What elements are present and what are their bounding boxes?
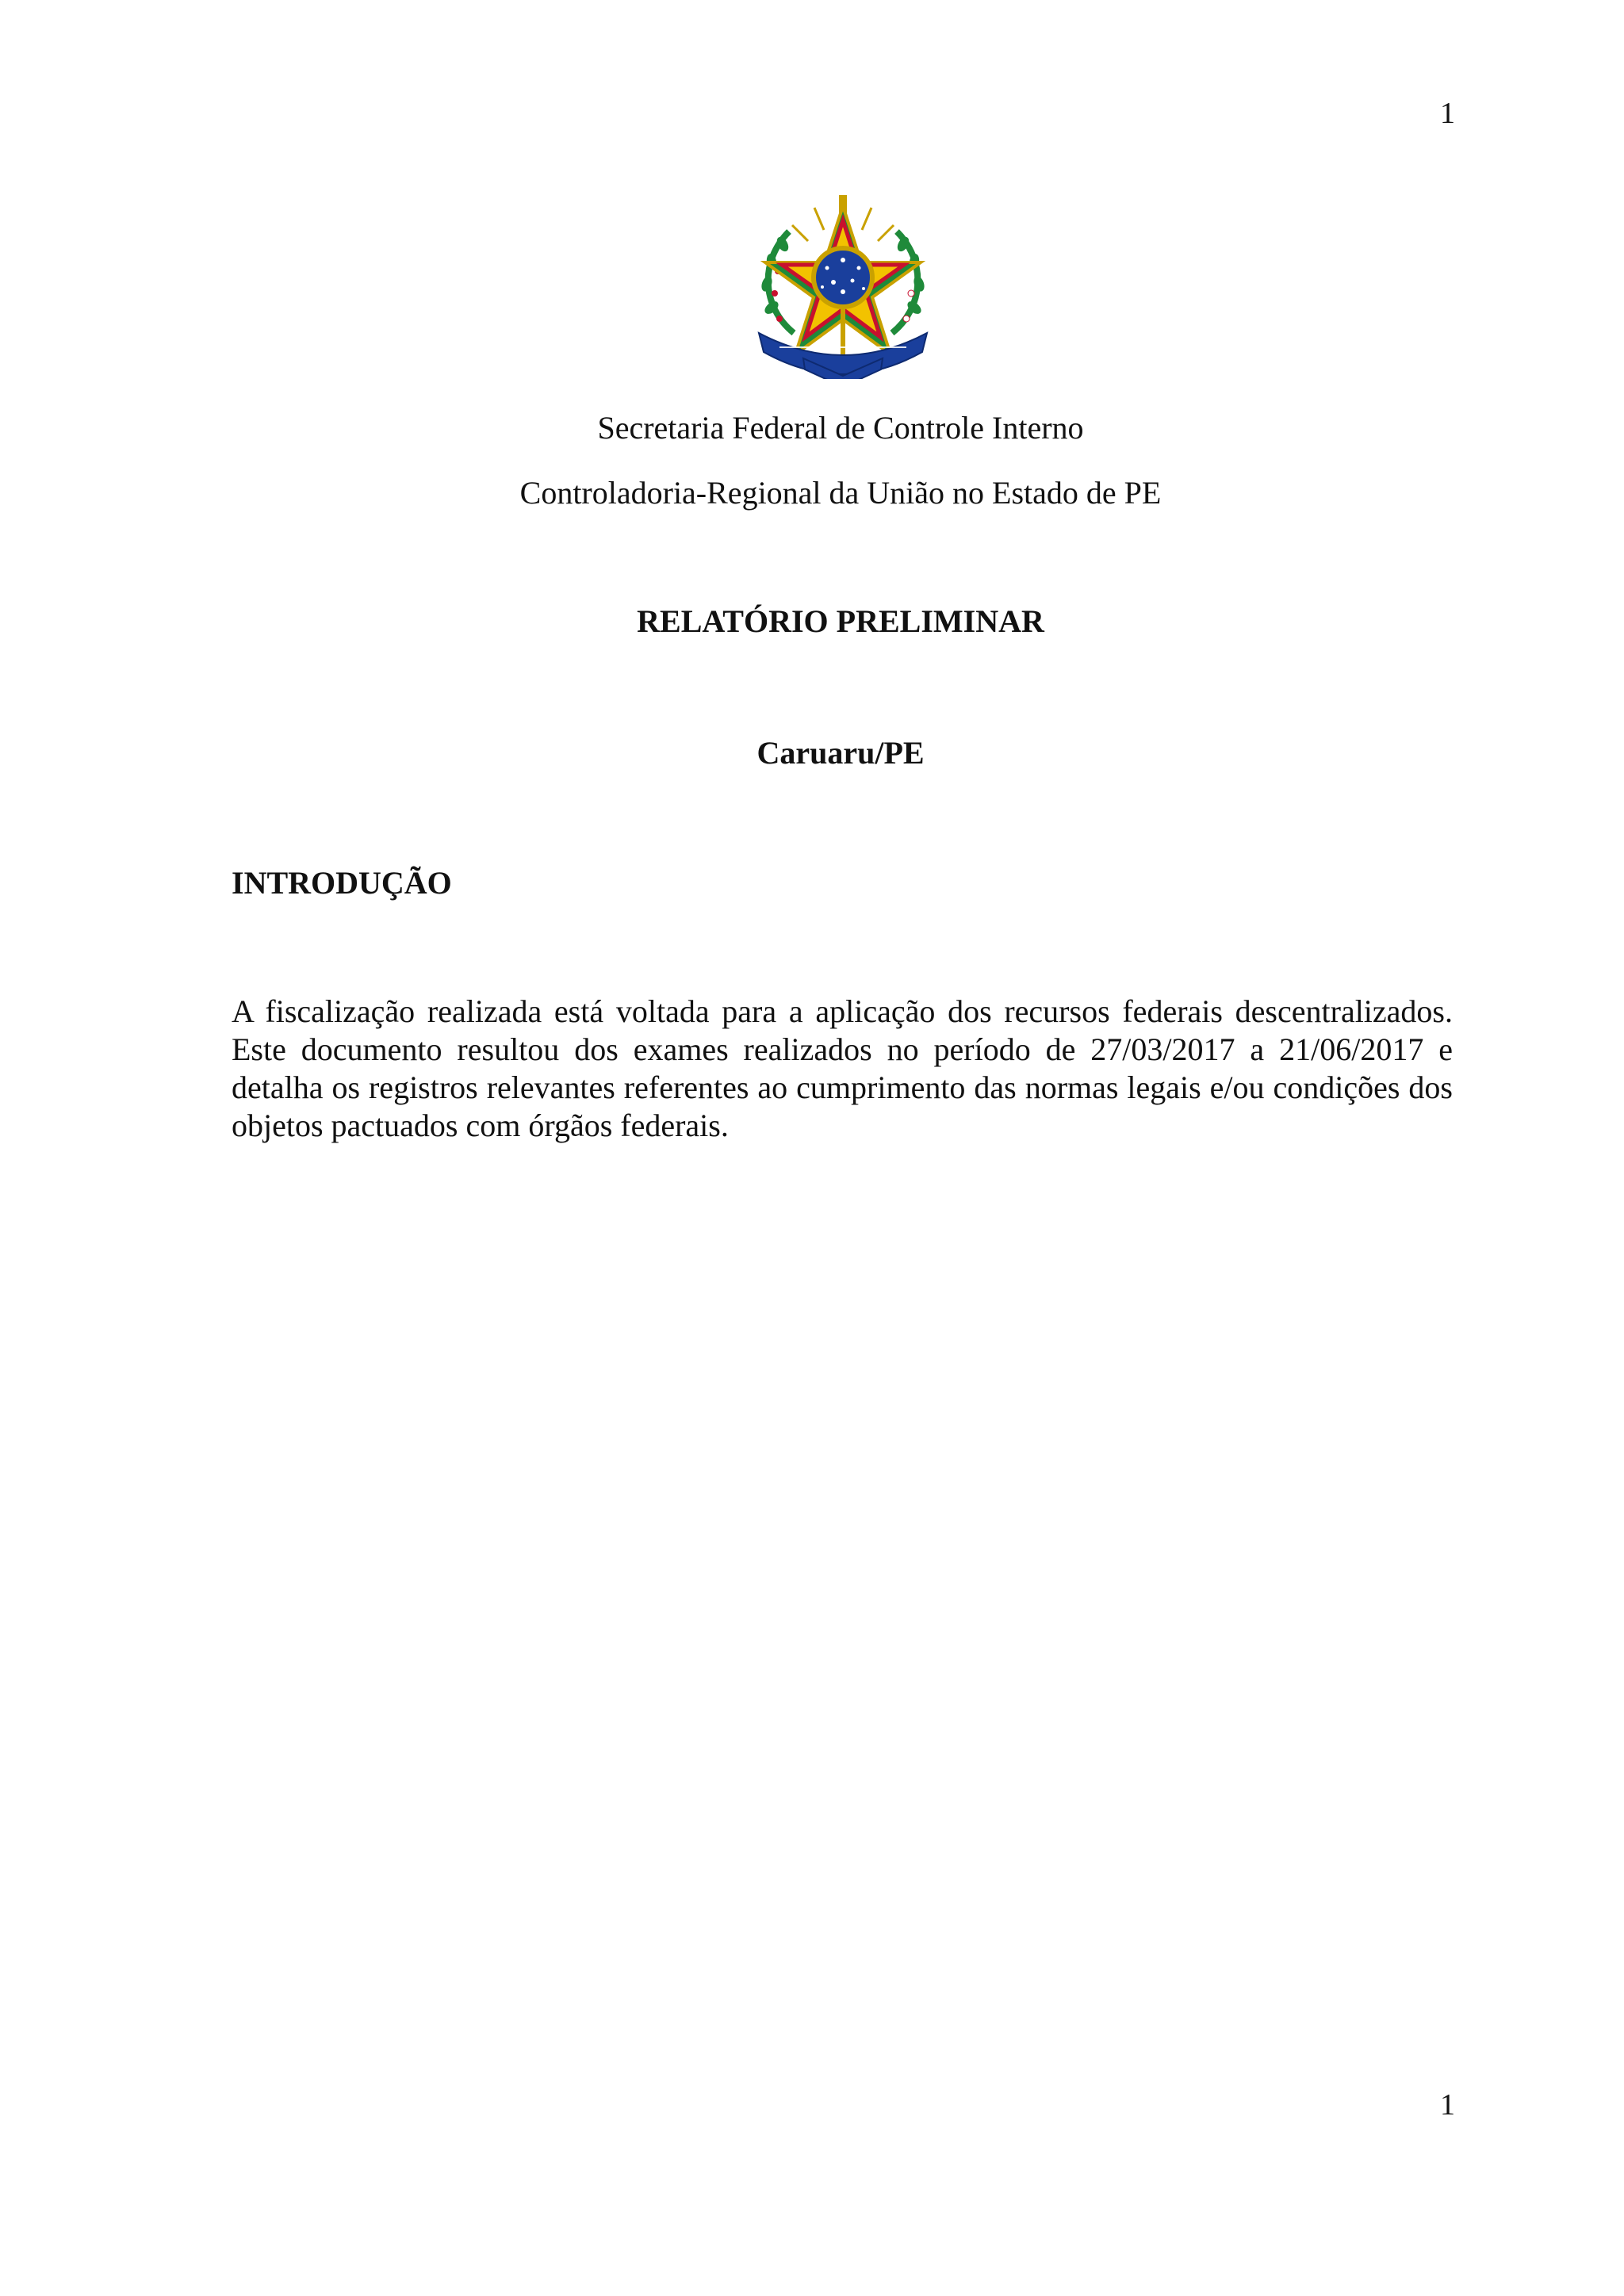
page-number-top: 1 — [1440, 97, 1455, 130]
brazil-coat-of-arms-icon — [748, 189, 938, 379]
report-city: Caruaru/PE — [756, 735, 925, 771]
report-title: RELATÓRIO PRELIMINAR — [637, 603, 1044, 639]
introduction-heading: INTRODUÇÃO — [232, 865, 452, 901]
secretaria-heading: Secretaria Federal de Controle Interno — [597, 410, 1084, 446]
introduction-paragraph: A fiscalização realizada está voltada para a aplicação dos recursos federais descentralizados. Este documento resultou dos exames realizados no período de 27/03/2017 a 21/06/2017 e detalha os registros relevantes referentes ao cumprimento das normas legais e/ou condições dos objetos pactuados com órgãos federais. — [232, 993, 1453, 1143]
controladoria-heading: Controladoria-Regional da União no Estado de PE — [519, 475, 1162, 511]
page-number-bottom: 1 — [1440, 2088, 1455, 2122]
